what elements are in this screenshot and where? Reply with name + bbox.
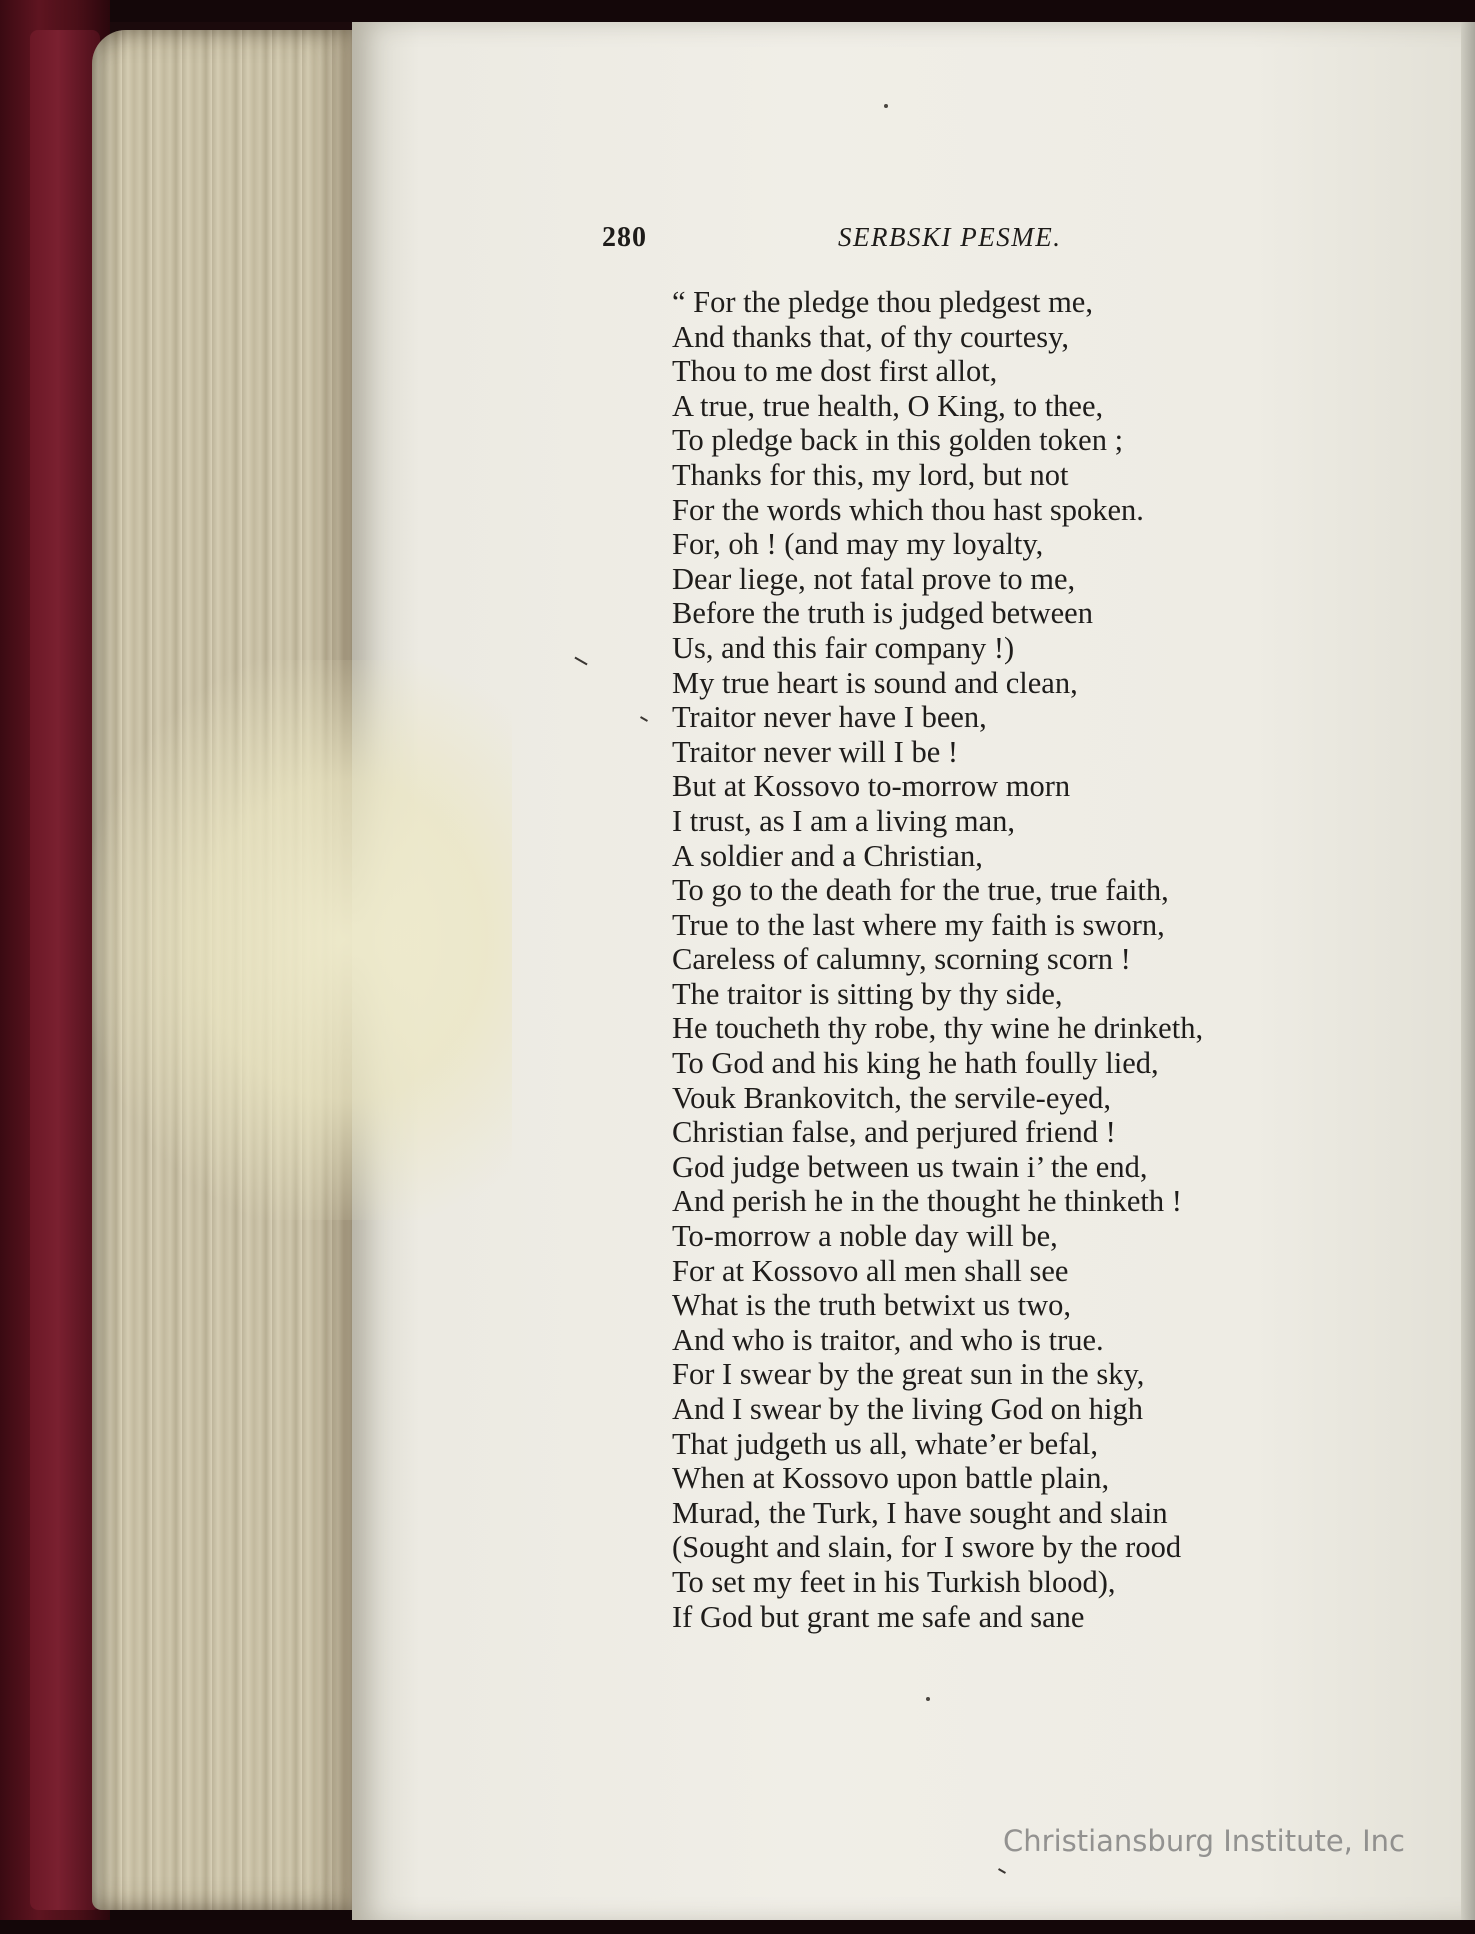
poem-line: Traitor never will I be ! xyxy=(672,734,959,769)
poem-line: “ For the pledge thou pledgest me, xyxy=(672,285,1093,319)
background-top xyxy=(0,0,1475,22)
running-head xyxy=(602,222,1142,258)
poem-line: Thou to me dost first allot, xyxy=(672,354,998,389)
poem-line: But at Kossovo to-morrow morn xyxy=(672,769,1071,804)
poem-line: My true heart is sound and clean, xyxy=(672,665,1078,700)
poem-line: Traitor never have I been, xyxy=(672,700,987,735)
poem-line: When at Kossovo upon battle plain, xyxy=(672,1461,1110,1496)
poem-text xyxy=(672,285,1352,1634)
poem-line: What is the truth betwixt us two, xyxy=(672,1288,1071,1323)
poem-line: Vouk Brankovitch, the servile-eyed, xyxy=(672,1080,1112,1115)
poem-line: To set my feet in his Turkish blood), xyxy=(672,1564,1116,1599)
poem-line: God judge between us twain i’ the end, xyxy=(672,1149,1148,1184)
page-number: 280 xyxy=(602,222,647,253)
poem-line: If God but grant me safe and sane xyxy=(672,1599,1085,1634)
poem-line: The traitor is sitting by thy side, xyxy=(672,976,1063,1011)
poem-line: Christian false, and perjured friend ! xyxy=(672,1115,1116,1150)
poem-line: I trust, as I am a living man, xyxy=(672,803,1016,838)
ink-speck xyxy=(926,1697,930,1701)
poem-line: To God and his king he hath foully lied, xyxy=(672,1046,1159,1081)
page-right-edge xyxy=(1461,22,1475,1922)
cover-edge xyxy=(30,30,100,1910)
poem-line: To-morrow a noble day will be, xyxy=(672,1219,1058,1254)
poem-line: For I swear by the great sun in the sky, xyxy=(672,1357,1145,1392)
background-bottom xyxy=(0,1920,1475,1934)
poem-line: (Sought and slain, for I swore by the rood xyxy=(672,1530,1182,1565)
poem-line: True to the last where my faith is sworn, xyxy=(672,907,1165,942)
poem-line: Careless of calumny, scorning scorn ! xyxy=(672,942,1131,977)
poem-line: Us, and this fair company !) xyxy=(672,630,1015,665)
poem-line: A soldier and a Christian, xyxy=(672,838,983,873)
poem-line: For at Kossovo all men shall see xyxy=(672,1253,1069,1288)
page-edges xyxy=(92,30,354,1910)
running-title: SERBSKI PESME. xyxy=(838,222,1062,252)
poem-line: To go to the death for the true, true faith, xyxy=(672,873,1169,908)
watermark: Christiansburg Institute, Inc xyxy=(1003,1824,1405,1858)
poem-line: A true, true health, O King, to thee, xyxy=(672,388,1104,423)
poem-line: Dear liege, not fatal prove to me, xyxy=(672,561,1076,596)
poem-line: Murad, the Turk, I have sought and slain xyxy=(672,1495,1168,1530)
poem-line: For the words which thou hast spoken. xyxy=(672,492,1144,527)
poem-line: To pledge back in this golden token ; xyxy=(672,423,1124,458)
poem-line: And who is traitor, and who is true. xyxy=(672,1322,1104,1357)
poem-line: For, oh ! (and may my loyalty, xyxy=(672,527,1044,562)
poem-line: And thanks that, of thy courtesy, xyxy=(672,319,1069,354)
ink-speck xyxy=(884,104,888,108)
poem-line: Thanks for this, my lord, but not xyxy=(672,457,1069,492)
poem-line: And I swear by the living God on high xyxy=(672,1392,1143,1426)
poem-line: That judgeth us all, whate’er befal, xyxy=(672,1426,1098,1461)
poem-line: Before the truth is judged between xyxy=(672,596,1093,631)
poem-line: He toucheth thy robe, thy wine he drinketh, xyxy=(672,1011,1204,1046)
poem-line: And perish he in the thought he thinketh ! xyxy=(672,1184,1182,1219)
